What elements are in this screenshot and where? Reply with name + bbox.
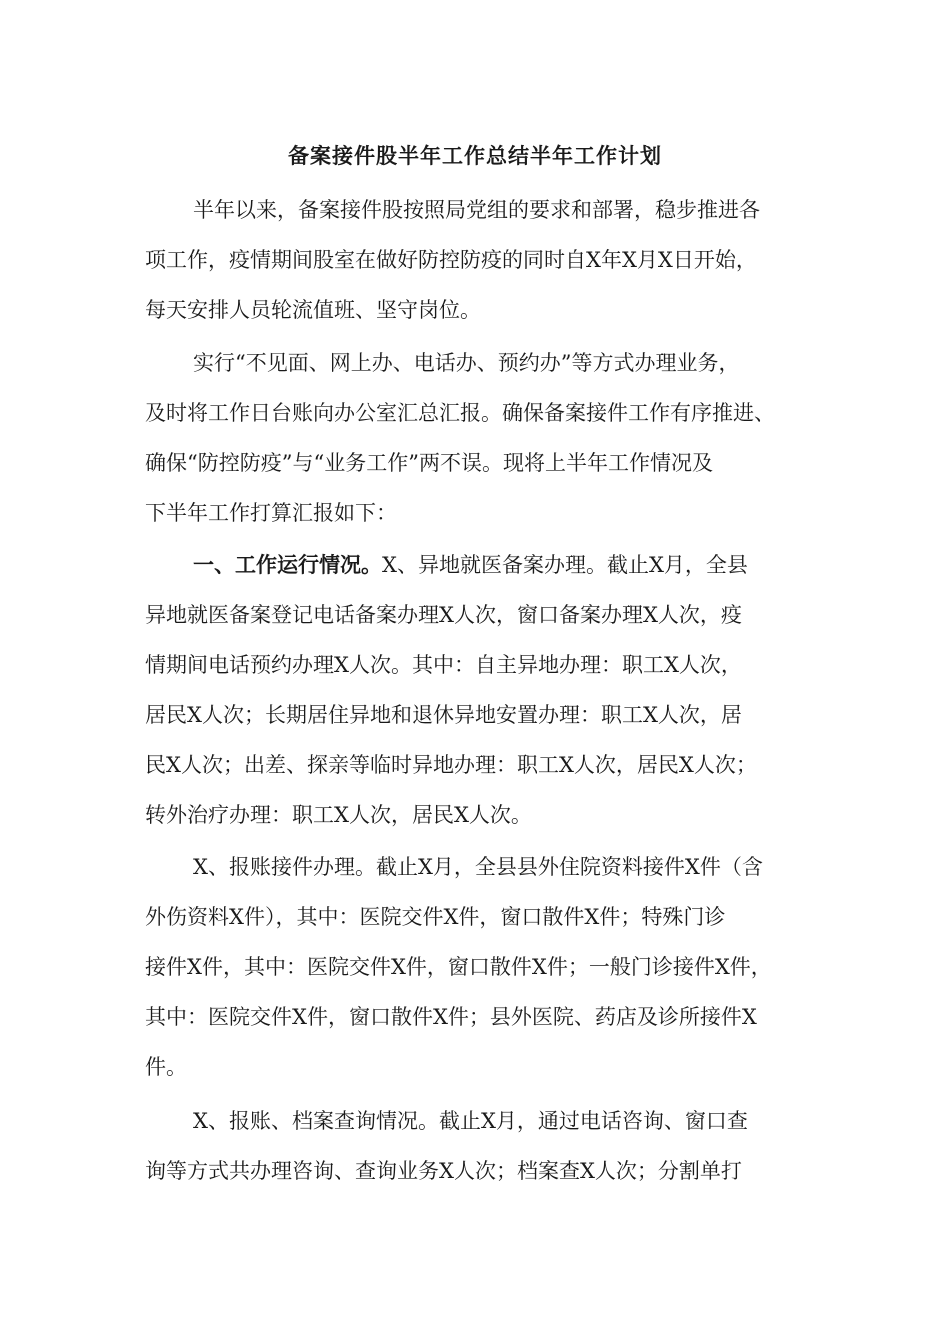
text-line: 外伤资料X件），其中：医院交件X件，窗口散件X件；特殊门诊	[145, 905, 726, 929]
text-line: 下半年工作打算汇报如下：	[145, 501, 397, 525]
text-line: 及时将工作日台账向办公室汇总汇报。确保备案接件工作有序推进、	[145, 401, 775, 425]
section-heading-line	[193, 550, 748, 580]
text-line: 异地就医备案登记电话备案办理X人次，窗口备案办理X人次，疫	[145, 603, 742, 627]
text-line: 件。	[145, 1055, 187, 1079]
text-line: 询等方式共办理咨询、查询业务X人次；档案查X人次；分割单打	[145, 1159, 742, 1183]
text-line: 确保“防控防疫”与“业务工作”两不误。现将上半年工作情况及	[145, 451, 713, 475]
text-line: 实行“不见面、网上办、电话办、预约办”等方式办理业务，	[193, 351, 740, 375]
text-line: 其中：医院交件X件，窗口散件X件；县外医院、药店及诊所接件X	[145, 1005, 757, 1029]
text-line: 转外治疗办理：职工X人次，居民X人次。	[145, 803, 532, 827]
text-line: 接件X件，其中：医院交件X件，窗口散件X件；一般门诊接件X件，	[145, 955, 772, 979]
section-heading: 一、工作运行情况。	[193, 553, 382, 577]
text-line: 每天安排人员轮流值班、坚守岗位。	[145, 298, 481, 322]
text-line: 半年以来，备案接件股按照局党组的要求和部署，稳步推进各	[193, 198, 760, 222]
text-line: X、报账、档案查询情况。截止X月，通过电话咨询、窗口查	[193, 1109, 748, 1133]
text-segment: X、异地就医备案办理。截止X月，全县	[382, 553, 748, 577]
text-line: 情期间电话预约办理X人次。其中：自主异地办理：职工X人次，	[145, 653, 742, 677]
text-line: 项工作，疫情期间股室在做好防控防疫的同时自X年X月X日开始，	[145, 248, 757, 272]
text-line: X、报账接件办理。截止X月，全县县外住院资料接件X件（含	[193, 855, 763, 879]
text-line: 居民X人次；长期居住异地和退休异地安置办理：职工X人次，居	[145, 703, 742, 727]
document-title: 备案接件股半年工作总结半年工作计划	[288, 144, 662, 168]
text-line: 民X人次；出差、探亲等临时异地办理：职工X人次，居民X人次；	[145, 753, 757, 777]
